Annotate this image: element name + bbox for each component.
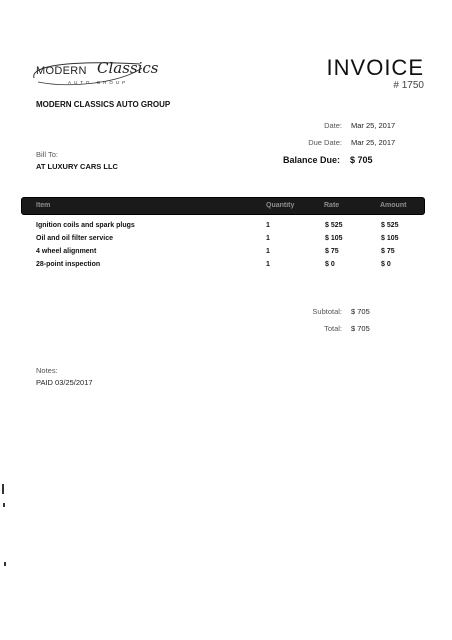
- logo-word-modern: MODERN: [36, 65, 87, 77]
- due-date-value: Mar 25, 2017: [351, 138, 396, 147]
- notes-text: PAID 03/25/2017: [36, 378, 93, 387]
- header-rate: Rate: [324, 202, 340, 209]
- bill-to-name: AT LUXURY CARS LLC: [36, 162, 118, 171]
- due-date-label: Due Date:: [308, 138, 342, 147]
- row-amount: $ 75: [381, 248, 395, 255]
- invoice-number: # 1750: [393, 80, 424, 91]
- row-quantity: 1: [266, 222, 270, 229]
- row-amount: $ 105: [381, 235, 399, 242]
- row-amount: $ 525: [381, 222, 399, 229]
- date-label: Date:: [324, 121, 342, 130]
- row-item: Ignition coils and spark plugs: [36, 222, 135, 229]
- table-row: [36, 222, 416, 234]
- balance-due-label: Balance Due:: [282, 155, 340, 165]
- scan-artifact: [2, 484, 4, 494]
- logo-word-classics: Classics: [97, 59, 159, 77]
- balance-due-value: $ 705: [350, 155, 373, 165]
- notes-label: Notes:: [36, 366, 58, 375]
- row-quantity: 1: [266, 248, 270, 255]
- scan-artifact: [4, 562, 6, 566]
- row-quantity: 1: [266, 235, 270, 242]
- logo-subtitle: AUTO GROUP: [68, 80, 129, 85]
- company-logo: [28, 58, 159, 92]
- table-row: [36, 248, 416, 260]
- header-amount: Amount: [380, 202, 407, 209]
- scan-artifact: [3, 503, 5, 507]
- date-value: Mar 25, 2017: [351, 121, 396, 130]
- row-item: 28-point inspection: [36, 261, 101, 268]
- row-quantity: 1: [266, 261, 270, 268]
- row-amount: $ 0: [381, 261, 391, 268]
- subtotal-value: $ 705: [351, 307, 370, 316]
- row-rate: $ 105: [325, 235, 343, 242]
- invoice-title: INVOICE: [326, 55, 424, 80]
- header-item: Item: [36, 202, 51, 209]
- bill-to-label: Bill To:: [36, 150, 58, 159]
- row-rate: $ 525: [325, 222, 343, 229]
- table-row: [36, 235, 416, 247]
- header-quantity: Quantity: [266, 202, 295, 209]
- row-rate: $ 0: [325, 261, 335, 268]
- company-name: MODERN CLASSICS AUTO GROUP: [36, 100, 171, 109]
- subtotal-label: Subtotal:: [312, 307, 342, 316]
- table-row: [36, 261, 416, 273]
- row-item: 4 wheel alignment: [36, 248, 97, 255]
- total-value: $ 705: [351, 324, 370, 333]
- total-label: Total:: [324, 324, 342, 333]
- row-rate: $ 75: [325, 248, 339, 255]
- table-header: [22, 198, 424, 214]
- row-item: Oil and oil filter service: [36, 235, 114, 242]
